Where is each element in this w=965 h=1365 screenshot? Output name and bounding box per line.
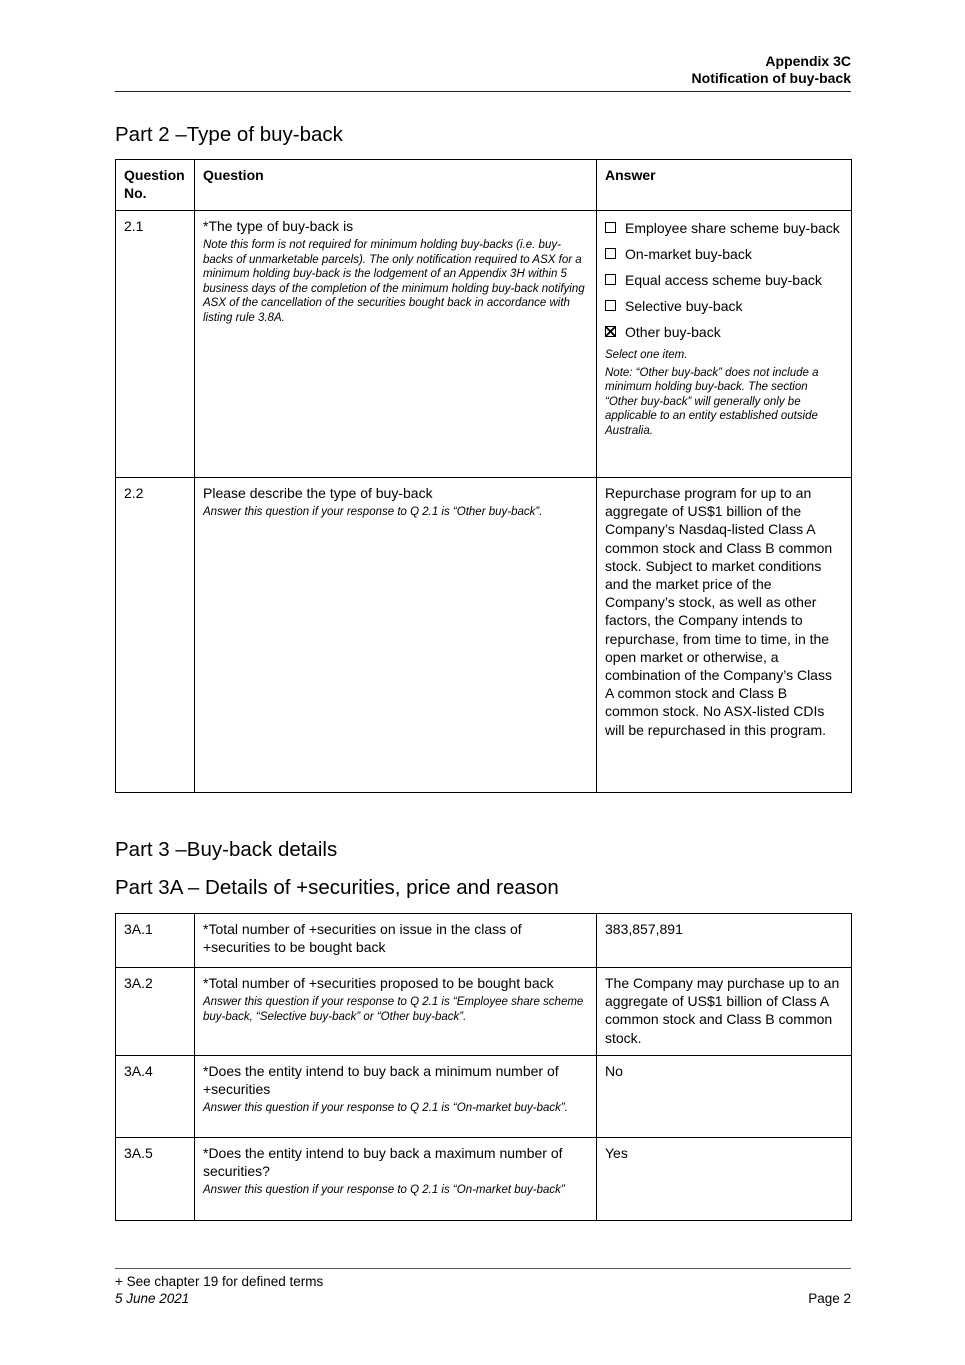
checkbox-on-market-buy-back[interactable] [605,248,616,259]
option-label: On-market buy-back [625,246,752,262]
table-row [116,1055,852,1137]
checkbox-selective-buy-back[interactable] [605,300,616,311]
other-buyback-note: Note: “Other buy-back” does not include a minimum holding buy-back. The section “Other buy-back” will generally only be applicable to an entity established outside Australia. [605,366,819,437]
answer-text: 383,857,891 [605,921,683,937]
question-cell [195,968,597,1056]
part3-heading: Part 3 –Buy-back details [115,838,338,861]
question-cell [195,1137,597,1220]
option-label: Other buy-back [625,324,721,340]
page-footer [115,1268,851,1307]
answer-cell [597,211,852,478]
answer-cell [597,478,852,793]
question-no-cell: 2.1 [116,211,195,478]
col-header-question-no: Question No. [116,160,195,211]
question-text: *The type of buy-back is [203,218,354,234]
question-cell [195,914,597,968]
doc-subtitle: Notification of buy-back [691,70,851,86]
answer-cell [597,968,852,1056]
table-header-row [116,160,852,211]
footer-date: 5 June 2021 [115,1291,190,1306]
buyback-type-option[interactable] [605,297,843,315]
question-cell [195,1055,597,1137]
question-text: *Total number of +securities proposed to be bought back [203,975,554,991]
answer-cell [597,1055,852,1137]
table-row [116,211,852,478]
answer-text: The Company may purchase up to an aggregate of US$1 billion of Class A common stock and Class B common stock. [605,975,840,1046]
answer-text: No [605,1062,623,1079]
buyback-type-option[interactable] [605,219,843,237]
header-rule [115,91,851,92]
buyback-type-option[interactable] [605,323,843,341]
part2-heading: Part 2 –Type of buy-back [115,123,343,146]
option-label: Employee share scheme buy-back [625,220,840,236]
defined-terms-note: + See chapter 19 for defined terms [115,1274,324,1289]
doc-title: Appendix 3C [765,53,851,69]
question-no-cell: 3A.2 [116,968,195,1056]
col-header-answer: Answer [597,160,852,211]
page-number: Page 2 [808,1291,851,1306]
question-no-cell: 3A.5 [116,1137,195,1220]
buyback-type-option[interactable] [605,271,843,289]
checkbox-other-buy-back[interactable] [605,326,616,337]
question-note: Answer this question if your response to Q 2.1 is “On-market buy-back”. [203,1101,568,1114]
part3a-table [115,913,852,1221]
question-note: Answer this question if your response to Q 2.1 is “On-market buy-back” [203,1183,565,1196]
option-label: Selective buy-back [625,298,743,314]
option-label: Equal access scheme buy-back [625,272,822,288]
table-row [116,914,852,968]
col-header-question: Question [195,160,597,211]
buyback-type-option[interactable] [605,245,843,263]
answer-text: Repurchase program for up to an aggregate of US$1 billion of the Company’s Nasdaq-listed Class A common stock and Class B common stock. Subject to market conditions and the market price of the Company’s stock, as well as other factors, the Company intends to repurchase, from time to time, in the open market or otherwise, a combination of the Company’s Class A common stock and Class B common stock. No ASX-listed CDIs will be repurchased in this program. [605,485,833,738]
footer-left [115,1273,323,1307]
part2-table [115,159,852,793]
part3a-heading: Part 3A – Details of +securities, price and reason [115,876,559,899]
checkbox-equal-access-scheme-buy-back[interactable] [605,274,616,285]
question-cell [195,211,597,478]
table-row [116,478,852,793]
question-text: Please describe the type of buy-back [203,485,433,501]
question-text: *Does the entity intend to buy back a minimum number of +securities [203,1062,559,1097]
checkbox-employee-share-scheme-buy-back[interactable] [605,222,616,233]
question-text: *Does the entity intend to buy back a maximum number of securities? [203,1144,563,1179]
select-one-item-note: Select one item. [605,349,688,361]
question-note: Note this form is not required for minimum holding buy-backs (i.e. buy-backs of unmarketable parcels). The only notification required to ASX for a minimum holding buy-back is the lodgement of an Appendix 3H within 5 business days of the completion of the minimum holding buy-back notifying ASX of the cancellation of the securities bought back in accordance with listing rule 3.8A. [203,239,585,324]
footer-rule [115,1268,851,1269]
question-note: Answer this question if your response to Q 2.1 is “Employee share scheme buy-back, “Selective buy-back” or “Other buy-back”. [203,996,584,1023]
document-header [115,53,851,87]
question-cell [195,478,597,793]
question-note: Answer this question if your response to Q 2.1 is “Other buy-back”. [203,506,543,518]
table-row [116,1137,852,1220]
question-no-cell: 3A.1 [116,914,195,968]
question-no-cell: 3A.4 [116,1055,195,1137]
answer-cell [597,914,852,968]
question-text: *Total number of +securities on issue in the class of +securities to be bought back [203,921,522,955]
question-no-cell: 2.2 [116,478,195,793]
table-row [116,968,852,1056]
buyback-type-options [605,219,843,341]
answer-cell [597,1137,852,1220]
answer-text: Yes [605,1144,628,1161]
